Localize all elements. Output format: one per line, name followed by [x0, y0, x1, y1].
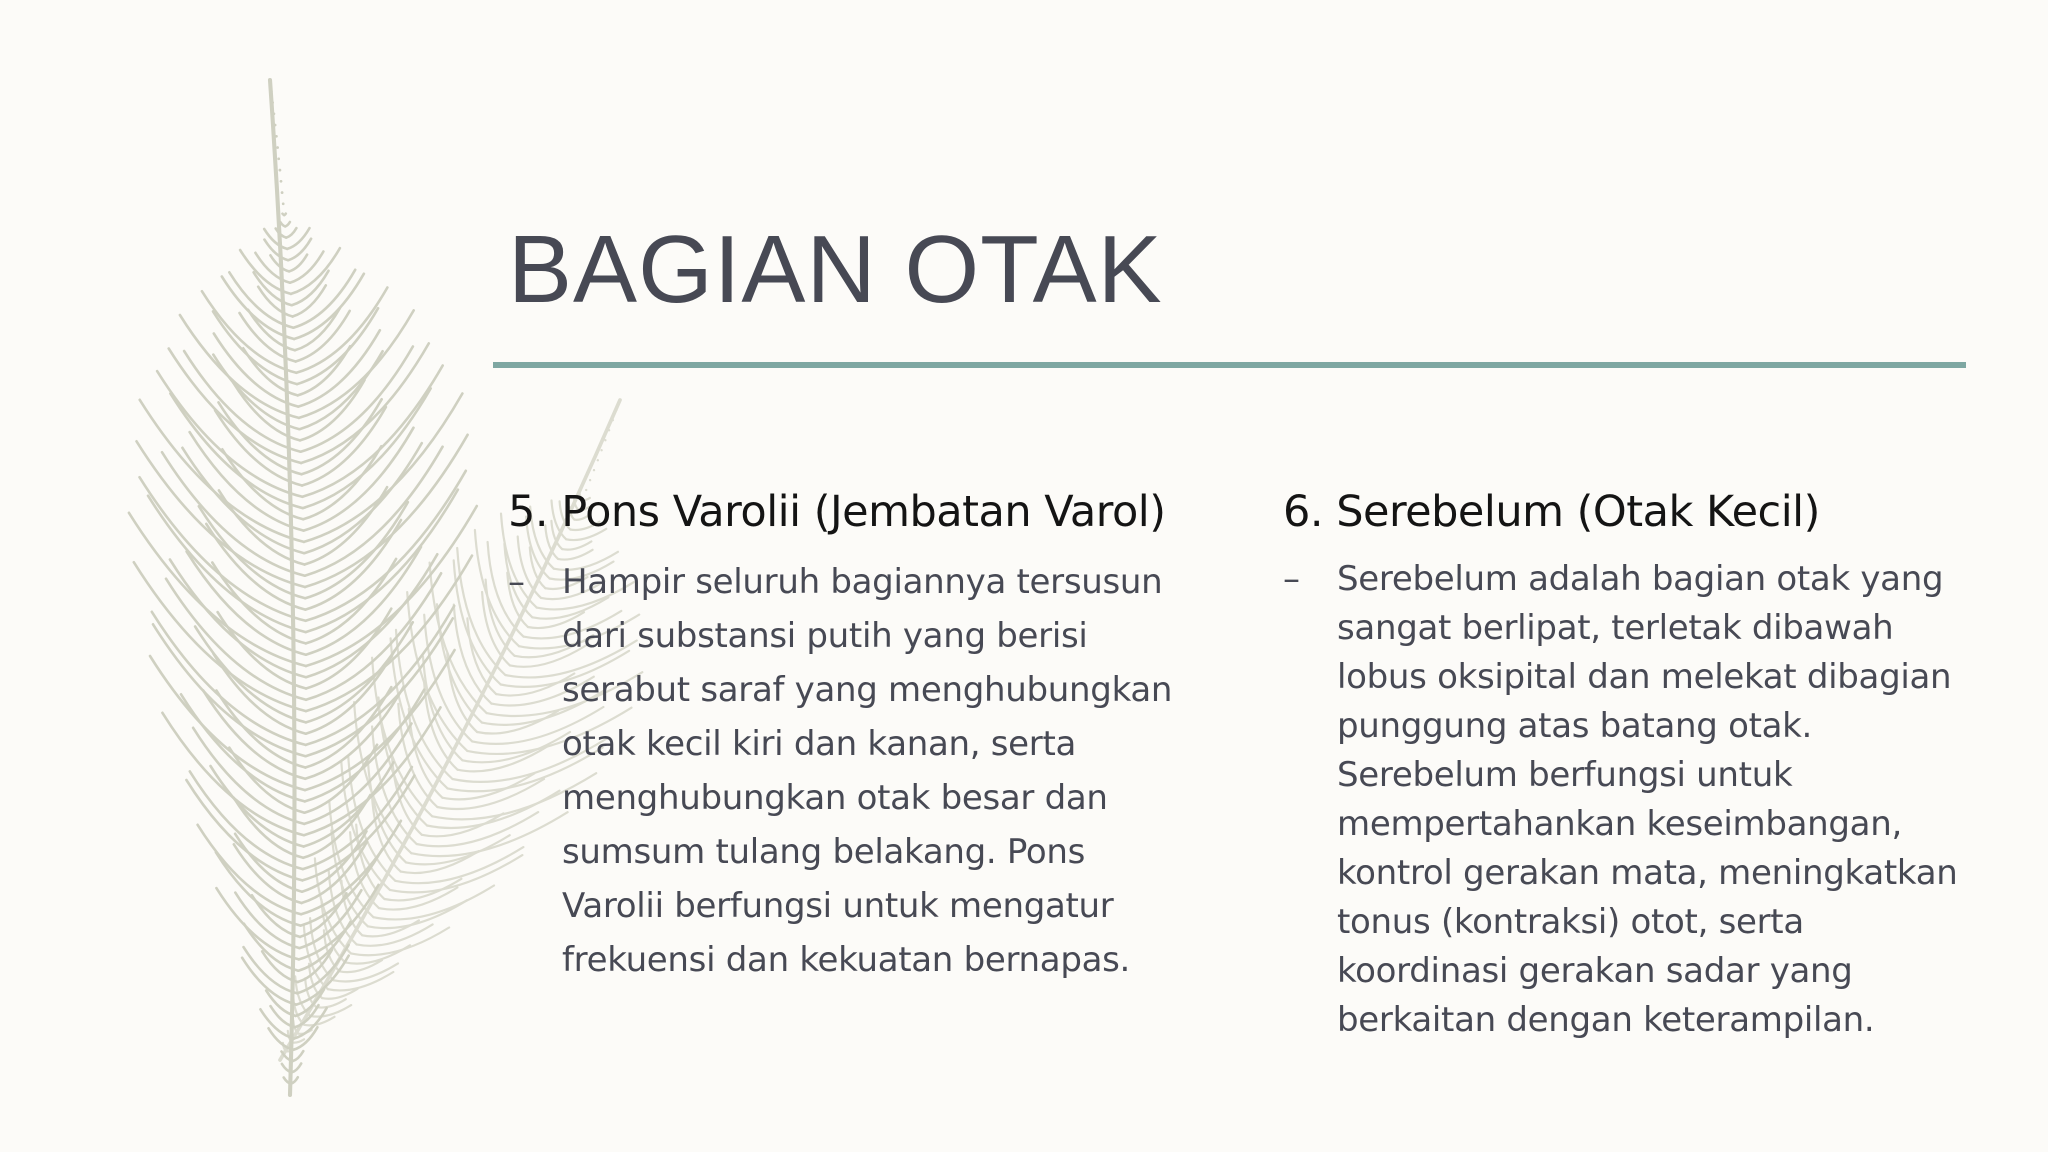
slide-title: BAGIAN OTAK — [508, 216, 1163, 323]
bullet-text: Serebelum adalah bagian otak yang sangat berlipat, terletak dibawah lobus oksipital dan melekat dibagian punggung atas batang otak. Serebelum berfungsi untuk mempertahankan keseimbangan, kontrol gerakan mata, meningkatkan tonus (kontraksi) otot, serta koordinasi gerakan sadar yang berkaitan dengan keterampilan. — [1337, 559, 1958, 1040]
bullet-item — [508, 555, 1188, 987]
bullet-item — [1283, 555, 1983, 1045]
column-heading: 5. Pons Varolii (Jembatan Varol) — [508, 487, 1166, 537]
column-pons-varolii — [508, 482, 1188, 987]
title-divider — [493, 362, 1966, 368]
dash-bullet: – — [508, 562, 525, 602]
column-serebelum — [1283, 482, 1983, 1045]
bullet-text: Hampir seluruh bagiannya tersusun dari substansi putih yang berisi serabut saraf yang menghubungkan otak kecil kiri dan kanan, serta menghubungkan otak besar dan sumsum tulang belakang. Pons Varolii berfungsi untuk mengatur frekuensi dan kekuatan bernapas. — [562, 562, 1173, 980]
dash-bullet: – — [1283, 559, 1300, 599]
column-heading: 6. Serebelum (Otak Kecil) — [1283, 487, 1820, 537]
